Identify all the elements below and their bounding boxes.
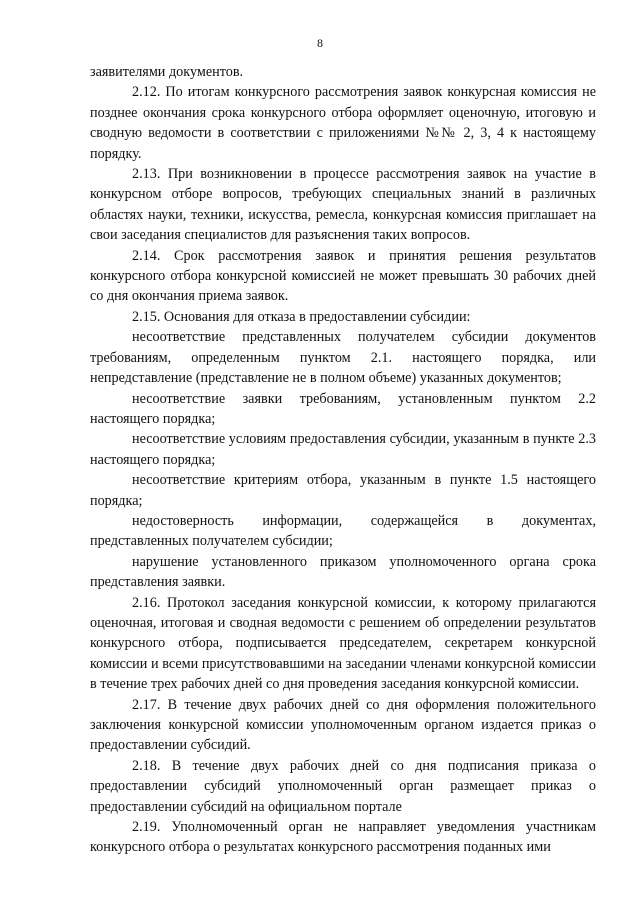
paragraph: несоответствие заявки требованиям, установленным пунктом 2.2 настоящего порядка; [90, 390, 596, 427]
paragraph: нарушение установленного приказом уполномоченного органа срока представления заявки. [90, 553, 596, 591]
paragraph: заявителями документов. [90, 64, 244, 80]
paragraph: несоответствие критериям отбора, указанным в пункте 1.5 настоящего порядка; [90, 472, 596, 509]
paragraph: 2.13. При возникновении в процессе рассмотрения заявок на участие в конкурсном отборе вопросов, требующих специальных знаний в различных областях науки, техники, искусства, ремесла, конкурсная комиссия приглашает на свои заседания специалистов для разъяснения таких вопросов. [90, 166, 596, 244]
document-body [90, 62, 596, 858]
paragraph: несоответствие представленных получателем субсидии документов требованиям, определенным пунктом 2.1. настоящего порядка, или непредставление (представление не в полном объеме) указанных документов; [90, 329, 596, 387]
page-number: 8 [317, 36, 323, 50]
paragraph: 2.18. В течение двух рабочих дней со дня подписания приказа о предоставлении субсидий уполномоченный орган размещает приказ о предоставлении субсидий на официальном портале [90, 757, 596, 815]
paragraph: 2.17. В течение двух рабочих дней со дня оформления положительного заключения конкурсной комиссии уполномоченным органом издается приказ о предоставлении субсидий. [90, 696, 596, 754]
paragraph: несоответствие условиям предоставления субсидии, указанным в пункте 2.3 настоящего порядка; [90, 431, 596, 468]
paragraph: недостоверность информации, содержащейся в документах, представленных получателем субсидии; [90, 512, 596, 550]
paragraph: 2.12. По итогам конкурсного рассмотрения заявок конкурсная комиссия не позднее окончания срока конкурсного отбора оформляет оценочную, итоговую и сводную ведомости в соответствии с приложениями №№ 2, 3, 4 к настоящему порядку. [90, 84, 596, 162]
paragraph: 2.14. Срок рассмотрения заявок и принятия решения результатов конкурсного отбора конкурсной комиссией не может превышать 30 рабочих дней со дня окончания приема заявок. [90, 247, 596, 305]
paragraph: 2.16. Протокол заседания конкурсной комиссии, к которому прилагаются оценочная, итоговая и сводная ведомости с решением об определении результатов конкурсного отбора, подписывается председателем, секретарем конкурсной комиссии и всеми присутствовавшими на заседании членами конкурсной комиссии в течение трех рабочих дней со дня проведения заседания конкурсной комиссии. [90, 594, 596, 693]
paragraph: 2.15. Основания для отказа в предоставлении субсидии: [132, 308, 471, 325]
paragraph: 2.19. Уполномоченный орган не направляет уведомления участникам конкурсного отбора о результатах конкурсного рассмотрения поданных ими [90, 819, 596, 856]
